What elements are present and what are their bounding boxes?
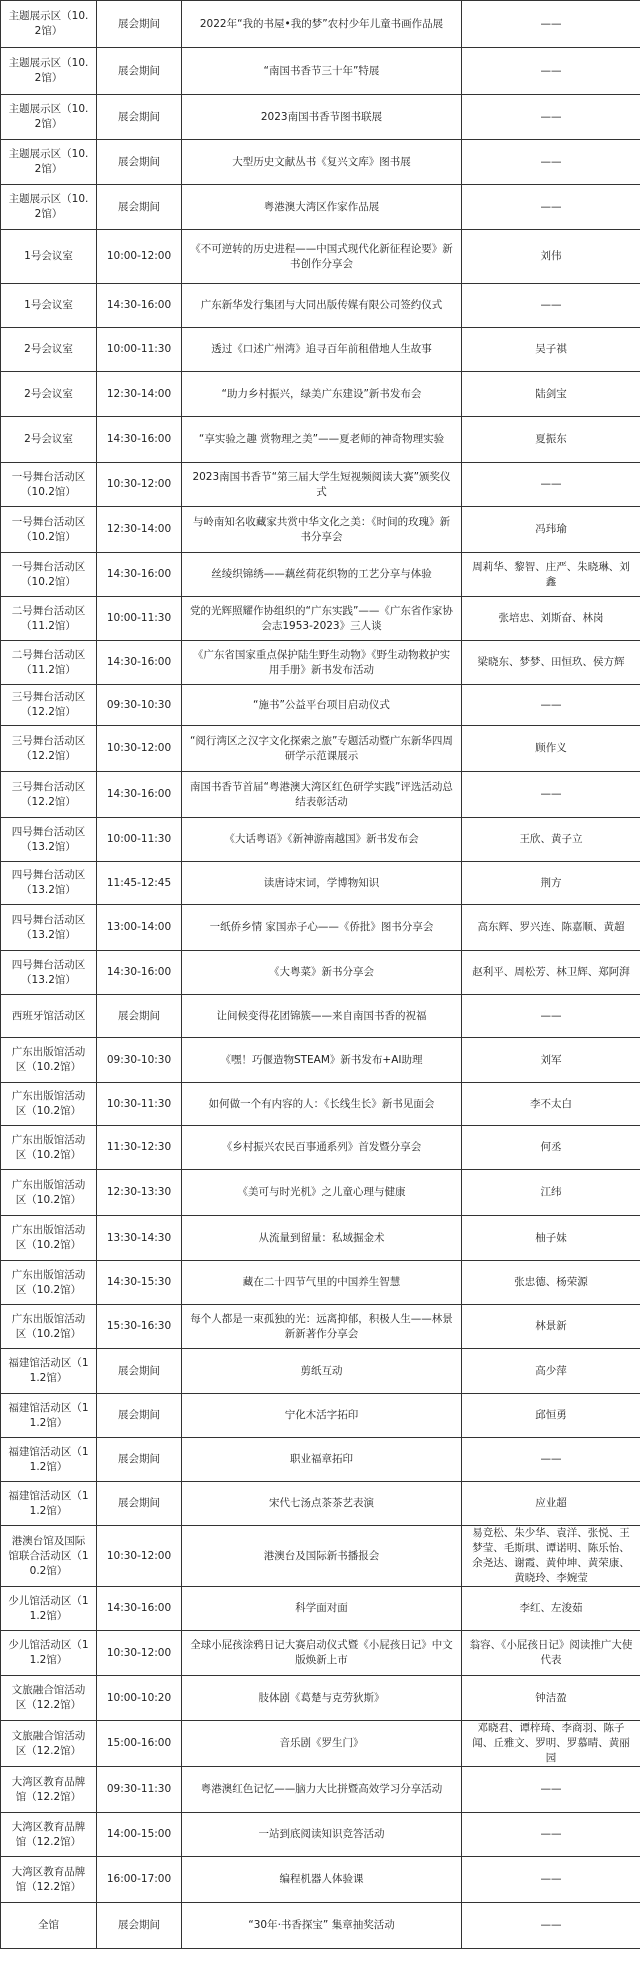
event-cell: 《大话粤语》《新神游南越国》新书发布会	[182, 818, 462, 862]
time-cell: 展会期间	[97, 95, 182, 140]
venue-cell: 2号会议室	[1, 372, 97, 417]
table-row	[1, 48, 640, 95]
table-row	[1, 507, 640, 553]
venue-cell: 主题展示区（10.2馆）	[1, 1, 97, 48]
time-cell: 09:30-10:30	[97, 685, 182, 726]
event-cell: 2023南国书香节图书联展	[182, 95, 462, 140]
time-cell: 14:30-16:00	[97, 417, 182, 463]
venue-cell: 福建馆活动区（11.2馆）	[1, 1349, 97, 1394]
time-cell: 09:30-11:30	[97, 1767, 182, 1813]
guest-cell: 林景新	[462, 1305, 640, 1349]
venue-cell: 主题展示区（10.2馆）	[1, 185, 97, 230]
venue-cell: 2号会议室	[1, 328, 97, 372]
venue-cell: 广东出版馆活动区（10.2馆）	[1, 1083, 97, 1126]
venue-cell: 广东出版馆活动区（10.2馆）	[1, 1261, 97, 1305]
guest-cell: 陆剑宝	[462, 372, 640, 417]
venue-cell: 一号舞台活动区（10.2馆）	[1, 553, 97, 597]
event-cell: 如何做一个有内容的人：《长线生长》新书见面会	[182, 1083, 462, 1126]
table-row	[1, 1482, 640, 1526]
guest-cell: ——	[462, 185, 640, 230]
guest-cell: 张忠德、杨荣源	[462, 1261, 640, 1305]
guest-cell: ——	[462, 1438, 640, 1482]
guest-cell: ——	[462, 48, 640, 95]
venue-cell: 广东出版馆活动区（10.2馆）	[1, 1038, 97, 1083]
event-cell: 南国书香节首届“粤港澳大湾区红色研学实践”评选活动总结表彰活动	[182, 772, 462, 818]
time-cell: 10:30-12:00	[97, 1526, 182, 1587]
event-cell: 《嘿！巧偃造物STEAM》新书发布+AI助理	[182, 1038, 462, 1083]
event-cell: 与岭南知名收藏家共赏中华文化之美：《时间的玫瑰》新书分享会	[182, 507, 462, 553]
event-cell: 科学面对面	[182, 1587, 462, 1631]
venue-cell: 三号舞台活动区（12.2馆）	[1, 685, 97, 726]
event-cell: 《乡村振兴农民百事通系列》首发暨分享会	[182, 1126, 462, 1170]
guest-cell: 李不太白	[462, 1083, 640, 1126]
table-row	[1, 1305, 640, 1349]
time-cell: 14:30-15:30	[97, 1261, 182, 1305]
guest-cell: 刘伟	[462, 230, 640, 284]
event-cell: 《大粤菜》新书分享会	[182, 951, 462, 995]
event-cell: 藏在二十四节气里的中国养生智慧	[182, 1261, 462, 1305]
table-row	[1, 1038, 640, 1083]
venue-cell: 文旅融合馆活动区（12.2馆）	[1, 1676, 97, 1721]
guest-cell: 梁晓东、梦梦、田恒玖、侯方辉	[462, 641, 640, 685]
time-cell: 13:30-14:30	[97, 1216, 182, 1261]
time-cell: 10:30-12:00	[97, 1631, 182, 1676]
table-row	[1, 1813, 640, 1857]
event-cell: 港澳台及国际新书播报会	[182, 1526, 462, 1587]
event-cell: 读唐诗宋词，学博物知识	[182, 862, 462, 905]
venue-cell: 四号舞台活动区（13.2馆）	[1, 818, 97, 862]
venue-cell: 三号舞台活动区（12.2馆）	[1, 772, 97, 818]
table-row	[1, 372, 640, 417]
event-cell: 编程机器人体验课	[182, 1857, 462, 1903]
table-row	[1, 1126, 640, 1170]
time-cell: 14:30-16:00	[97, 553, 182, 597]
event-cell: 宋代七汤点茶茶艺表演	[182, 1482, 462, 1526]
time-cell: 12:30-13:30	[97, 1170, 182, 1216]
venue-cell: 福建馆活动区（11.2馆）	[1, 1394, 97, 1438]
guest-cell: 邓晓君、谭梓琦、李商羽、陈子闻、丘雅文、罗明、罗慕晴、黄丽园	[462, 1721, 640, 1767]
guest-cell: 邱恒勇	[462, 1394, 640, 1438]
guest-cell: 高少萍	[462, 1349, 640, 1394]
table-row	[1, 1261, 640, 1305]
time-cell: 展会期间	[97, 1438, 182, 1482]
time-cell: 12:30-14:00	[97, 372, 182, 417]
event-cell: 《美可与时光机》之儿童心理与健康	[182, 1170, 462, 1216]
guest-cell: ——	[462, 1767, 640, 1813]
time-cell: 10:00-11:30	[97, 818, 182, 862]
event-cell: 肢体剧《葛楚与克劳狄斯》	[182, 1676, 462, 1721]
event-cell: 透过《口述广州湾》追寻百年前租借地人生故事	[182, 328, 462, 372]
table-row	[1, 463, 640, 507]
guest-cell: 王欣、黄子立	[462, 818, 640, 862]
table-row	[1, 1903, 640, 1949]
event-cell: 丝绫织锦绣——藕丝荷花织物的工艺分享与体验	[182, 553, 462, 597]
guest-cell: ——	[462, 995, 640, 1038]
event-cell: 一站到底阅读知识竞答活动	[182, 1813, 462, 1857]
venue-cell: 三号舞台活动区（12.2馆）	[1, 726, 97, 772]
guest-cell: ——	[462, 95, 640, 140]
guest-cell: ——	[462, 1, 640, 48]
guest-cell: 李红、左浚茹	[462, 1587, 640, 1631]
time-cell: 15:30-16:30	[97, 1305, 182, 1349]
guest-cell: 顾作义	[462, 726, 640, 772]
guest-cell: 夏振东	[462, 417, 640, 463]
time-cell: 展会期间	[97, 1394, 182, 1438]
time-cell: 展会期间	[97, 1903, 182, 1949]
venue-cell: 广东出版馆活动区（10.2馆）	[1, 1305, 97, 1349]
time-cell: 10:00-10:20	[97, 1676, 182, 1721]
guest-cell: 刘军	[462, 1038, 640, 1083]
time-cell: 10:00-12:00	[97, 230, 182, 284]
table-row	[1, 140, 640, 185]
venue-cell: 四号舞台活动区（13.2馆）	[1, 862, 97, 905]
guest-cell: 赵利平、周松芳、林卫辉、郑阿湃	[462, 951, 640, 995]
event-cell: 《不可逆转的历史进程——中国式现代化新征程论要》新书创作分享会	[182, 230, 462, 284]
table-row	[1, 1083, 640, 1126]
table-row	[1, 1349, 640, 1394]
venue-cell: 1号会议室	[1, 284, 97, 328]
event-cell: 2023南国书香节“第三届大学生短视频阅读大赛”颁奖仪式	[182, 463, 462, 507]
guest-cell: 易竞松、朱少华、袁洋、张悦、王梦莹、毛斯琪、谭诺明、陈乐怡、余尧达、谢霞、黄仲坤、黄荣康、黄晓玲、李婉莹	[462, 1526, 640, 1587]
table-row	[1, 1857, 640, 1903]
time-cell: 13:00-14:00	[97, 905, 182, 951]
venue-cell: 二号舞台活动区（11.2馆）	[1, 641, 97, 685]
time-cell: 10:30-12:00	[97, 463, 182, 507]
table-row	[1, 417, 640, 463]
time-cell: 展会期间	[97, 48, 182, 95]
event-cell: 2022年“我的书屋•我的梦”农村少年儿童书画作品展	[182, 1, 462, 48]
time-cell: 15:00-16:00	[97, 1721, 182, 1767]
table-row	[1, 951, 640, 995]
event-cell: “30年·书香探宝” 集章抽奖活动	[182, 1903, 462, 1949]
time-cell: 10:00-11:30	[97, 597, 182, 641]
event-cell: 全球小屁孩涂鸦日记大赛启动仪式暨《小屁孩日记》中文版焕新上市	[182, 1631, 462, 1676]
time-cell: 展会期间	[97, 995, 182, 1038]
table-row	[1, 597, 640, 641]
venue-cell: 大湾区教育品牌馆（12.2馆）	[1, 1857, 97, 1903]
venue-cell: 全馆	[1, 1903, 97, 1949]
guest-cell: 钟洁盈	[462, 1676, 640, 1721]
guest-cell: ——	[462, 1813, 640, 1857]
time-cell: 展会期间	[97, 185, 182, 230]
guest-cell: ——	[462, 772, 640, 818]
time-cell: 14:30-16:00	[97, 951, 182, 995]
venue-cell: 四号舞台活动区（13.2馆）	[1, 951, 97, 995]
table-row	[1, 95, 640, 140]
event-cell: 宁化木活字拓印	[182, 1394, 462, 1438]
table-row	[1, 1587, 640, 1631]
table-row	[1, 1216, 640, 1261]
table-row	[1, 726, 640, 772]
time-cell: 12:30-14:00	[97, 507, 182, 553]
table-row	[1, 1394, 640, 1438]
event-cell: 粤港澳大湾区作家作品展	[182, 185, 462, 230]
table-row	[1, 553, 640, 597]
venue-cell: 一号舞台活动区（10.2馆）	[1, 507, 97, 553]
guest-cell: 周莉华、黎智、庄严、朱晓琳、刘鑫	[462, 553, 640, 597]
venue-cell: 文旅融合馆活动区（12.2馆）	[1, 1721, 97, 1767]
table-row	[1, 230, 640, 284]
event-cell: 每个人都是一束孤独的光：远离抑郁，积极人生——林景新新著作分享会	[182, 1305, 462, 1349]
time-cell: 展会期间	[97, 1349, 182, 1394]
time-cell: 11:45-12:45	[97, 862, 182, 905]
venue-cell: 广东出版馆活动区（10.2馆）	[1, 1126, 97, 1170]
event-cell: “阅行湾区之汉字文化探索之旅”专题活动暨广东新华四周研学示范课展示	[182, 726, 462, 772]
table-row	[1, 862, 640, 905]
guest-cell: 翁容、《小屁孩日记》阅读推广大使代表	[462, 1631, 640, 1676]
table-row	[1, 1526, 640, 1587]
venue-cell: 主题展示区（10.2馆）	[1, 140, 97, 185]
guest-cell: 柚子妹	[462, 1216, 640, 1261]
event-cell: 剪纸互动	[182, 1349, 462, 1394]
venue-cell: 少儿馆活动区（11.2馆）	[1, 1587, 97, 1631]
guest-cell: 江纬	[462, 1170, 640, 1216]
venue-cell: 大湾区教育品牌馆（12.2馆）	[1, 1767, 97, 1813]
event-cell: 粤港澳红色记忆——脑力大比拼暨高效学习分享活动	[182, 1767, 462, 1813]
table-row	[1, 1767, 640, 1813]
table-row	[1, 772, 640, 818]
guest-cell: ——	[462, 463, 640, 507]
table-row	[1, 685, 640, 726]
venue-cell: 西班牙馆活动区	[1, 995, 97, 1038]
table-row	[1, 328, 640, 372]
event-cell: 党的光辉照耀作协组织的“广东实践”——《广东省作家协会志1953-2023》三人谈	[182, 597, 462, 641]
venue-cell: 港澳台馆及国际馆联合活动区（10.2馆）	[1, 1526, 97, 1587]
table-row	[1, 1, 640, 48]
venue-cell: 1号会议室	[1, 230, 97, 284]
venue-cell: 少儿馆活动区（11.2馆）	[1, 1631, 97, 1676]
venue-cell: 四号舞台活动区（13.2馆）	[1, 905, 97, 951]
event-cell: “南国书香节三十年”特展	[182, 48, 462, 95]
time-cell: 14:30-16:00	[97, 772, 182, 818]
event-cell: 广东新华发行集团与大同出版传媒有限公司签约仪式	[182, 284, 462, 328]
event-cell: 从流量到留量：私域掘金术	[182, 1216, 462, 1261]
venue-cell: 主题展示区（10.2馆）	[1, 48, 97, 95]
venue-cell: 一号舞台活动区（10.2馆）	[1, 463, 97, 507]
guest-cell: 高东辉、罗兴连、陈嘉顺、黄超	[462, 905, 640, 951]
venue-cell: 福建馆活动区（11.2馆）	[1, 1482, 97, 1526]
guest-cell: 荆方	[462, 862, 640, 905]
guest-cell: ——	[462, 284, 640, 328]
table-row	[1, 1721, 640, 1767]
time-cell: 09:30-10:30	[97, 1038, 182, 1083]
time-cell: 10:00-11:30	[97, 328, 182, 372]
event-cell: 职业福章拓印	[182, 1438, 462, 1482]
guest-cell: ——	[462, 1857, 640, 1903]
event-cell: “助力乡村振兴，绿美广东建设”新书发布会	[182, 372, 462, 417]
time-cell: 展会期间	[97, 140, 182, 185]
time-cell: 11:30-12:30	[97, 1126, 182, 1170]
time-cell: 展会期间	[97, 1, 182, 48]
table-row	[1, 284, 640, 328]
event-cell: 让间候变得花团锦簇——来自南国书香的祝福	[182, 995, 462, 1038]
event-cell: 大型历史文献丛书《复兴文库》图书展	[182, 140, 462, 185]
time-cell: 14:30-16:00	[97, 1587, 182, 1631]
schedule-body	[1, 1, 640, 1949]
time-cell: 展会期间	[97, 1482, 182, 1526]
table-row	[1, 185, 640, 230]
guest-cell: 何丞	[462, 1126, 640, 1170]
event-cell: 音乐剧《罗生门》	[182, 1721, 462, 1767]
table-row	[1, 905, 640, 951]
venue-cell: 大湾区教育品牌馆（12.2馆）	[1, 1813, 97, 1857]
guest-cell: 应业超	[462, 1482, 640, 1526]
event-cell: “施书”公益平台项目启动仪式	[182, 685, 462, 726]
time-cell: 16:00-17:00	[97, 1857, 182, 1903]
time-cell: 14:00-15:00	[97, 1813, 182, 1857]
time-cell: 10:30-11:30	[97, 1083, 182, 1126]
table-row	[1, 995, 640, 1038]
event-cell: “享实验之趣 赏物理之美”——夏老师的神奇物理实验	[182, 417, 462, 463]
table-row	[1, 1631, 640, 1676]
time-cell: 14:30-16:00	[97, 641, 182, 685]
venue-cell: 主题展示区（10.2馆）	[1, 95, 97, 140]
time-cell: 14:30-16:00	[97, 284, 182, 328]
guest-cell: 张培忠、刘斯奋、林岗	[462, 597, 640, 641]
table-row	[1, 641, 640, 685]
venue-cell: 广东出版馆活动区（10.2馆）	[1, 1216, 97, 1261]
table-row	[1, 1170, 640, 1216]
venue-cell: 福建馆活动区（11.2馆）	[1, 1438, 97, 1482]
event-cell: 《广东省国家重点保护陆生野生动物》《野生动物救护实用手册》新书发布活动	[182, 641, 462, 685]
event-cell: 一纸侨乡情 家国赤子心——《侨批》图书分享会	[182, 905, 462, 951]
table-row	[1, 818, 640, 862]
time-cell: 10:30-12:00	[97, 726, 182, 772]
guest-cell: ——	[462, 140, 640, 185]
guest-cell: 冯玮瑜	[462, 507, 640, 553]
venue-cell: 2号会议室	[1, 417, 97, 463]
venue-cell: 二号舞台活动区（11.2馆）	[1, 597, 97, 641]
table-row	[1, 1438, 640, 1482]
venue-cell: 广东出版馆活动区（10.2馆）	[1, 1170, 97, 1216]
guest-cell: 吴子祺	[462, 328, 640, 372]
guest-cell: ——	[462, 1903, 640, 1949]
table-row	[1, 1676, 640, 1721]
guest-cell: ——	[462, 685, 640, 726]
